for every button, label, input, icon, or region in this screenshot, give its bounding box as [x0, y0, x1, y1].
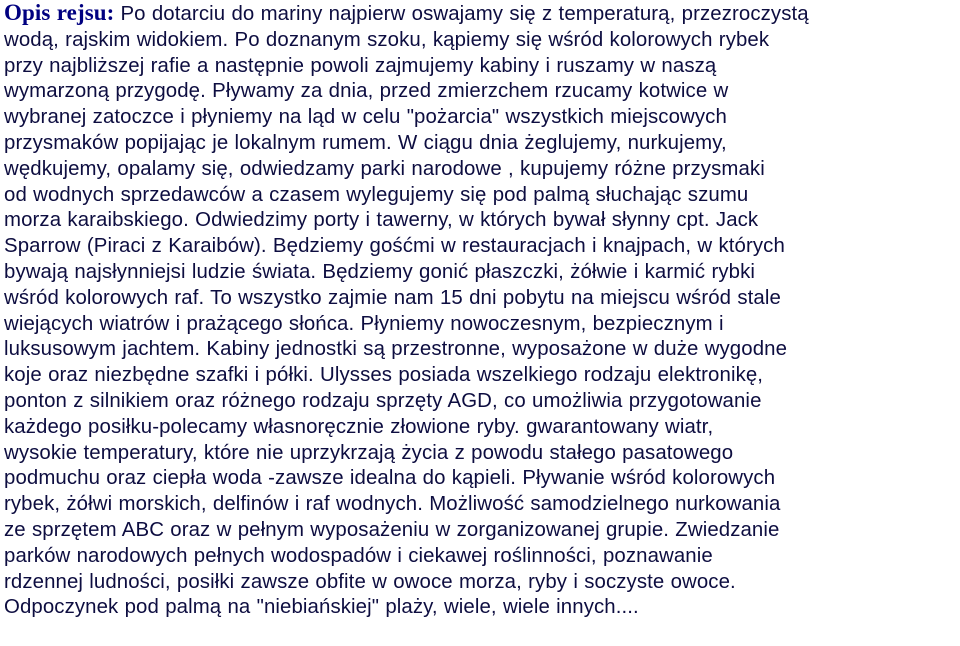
cruise-description	[4, 0, 954, 621]
description-heading: Opis rejsu:	[4, 0, 115, 25]
description-line: wśród kolorowych raf. To wszystko zajmie nam 15 dni pobytu na miejscu wśród stale	[4, 286, 781, 309]
description-line-text: Po dotarciu do mariny najpierw oswajamy się z temperaturą, przezroczystą	[120, 3, 809, 25]
description-line: morza karaibskiego. Odwiedzimy porty i tawerny, w których bywał słynny cpt. Jack	[4, 209, 759, 232]
description-line: wędkujemy, opalamy się, odwiedzamy parki narodowe , kupujemy różne przysmaki	[4, 157, 765, 180]
description-line: wiejących wiatrów i prażącego słońca. Płyniemy nowoczesnym, bezpiecznym i	[4, 312, 724, 335]
description-line: od wodnych sprzedawców a czasem wylegujemy się pod palmą słuchając szumu	[4, 183, 749, 206]
description-line: Sparrow (Piraci z Karaibów). Będziemy gośćmi w restauracjach i knajpach, w których	[4, 235, 785, 258]
description-line: koje oraz niezbędne szafki i półki. Ulysses posiada wszelkiego rodzaju elektronikę,	[4, 364, 764, 387]
description-line: bywają najsłynniejsi ludzie świata. Będziemy gonić płaszczki, żółwie i karmić rybki	[4, 260, 756, 283]
description-line: wybranej zatoczce i płyniemy na ląd w celu "pożarcia" wszystkich miejscowych	[4, 106, 727, 129]
description-line: parków narodowych pełnych wodospadów i ciekawej roślinności, poznawanie	[4, 544, 713, 567]
description-line: ponton z silnikiem oraz różnego rodzaju sprzęty AGD, co umożliwia przygotowanie	[4, 389, 762, 412]
description-line: każdego posiłku-polecamy własnoręcznie złowione ryby. gwarantowany wiatr,	[4, 415, 714, 438]
description-line: ze sprzętem ABC oraz w pełnym wyposażeniu w zorganizowanej grupie. Zwiedzanie	[4, 518, 780, 541]
description-line: wymarzoną przygodę. Pływamy za dnia, przed zmierzchem rzucamy kotwice w	[4, 80, 729, 103]
description-line: podmuchu oraz ciepła woda -zawsze idealna do kąpieli. Pływanie wśród kolorowych	[4, 467, 776, 490]
description-line: wysokie temperatury, które nie uprzykrzają życia z powodu stałego pasatowego	[4, 441, 734, 464]
description-line: Odpoczynek pod palmą na "niebiańskiej" plaży, wiele, wiele innych....	[4, 596, 639, 619]
description-line: rybek, żółwi morskich, delfinów i raf wodnych. Możliwość samodzielnego nurkowania	[4, 493, 781, 516]
description-line-0	[4, 0, 954, 28]
description-line: wodą, rajskim widokiem. Po doznanym szoku, kąpiemy się wśród kolorowych rybek	[4, 28, 770, 51]
description-line: rdzennej ludności, posiłki zawsze obfite w owoce morza, ryby i soczyste owoce.	[4, 570, 736, 593]
description-line: przy najbliższej rafie a następnie powoli zajmujemy kabiny i ruszamy w naszą	[4, 54, 717, 77]
description-line: przysmaków popijając je lokalnym rumem. W ciągu dnia żeglujemy, nurkujemy,	[4, 131, 727, 154]
description-line: luksusowym jachtem. Kabiny jednostki są przestronne, wyposażone w duże wygodne	[4, 338, 788, 361]
